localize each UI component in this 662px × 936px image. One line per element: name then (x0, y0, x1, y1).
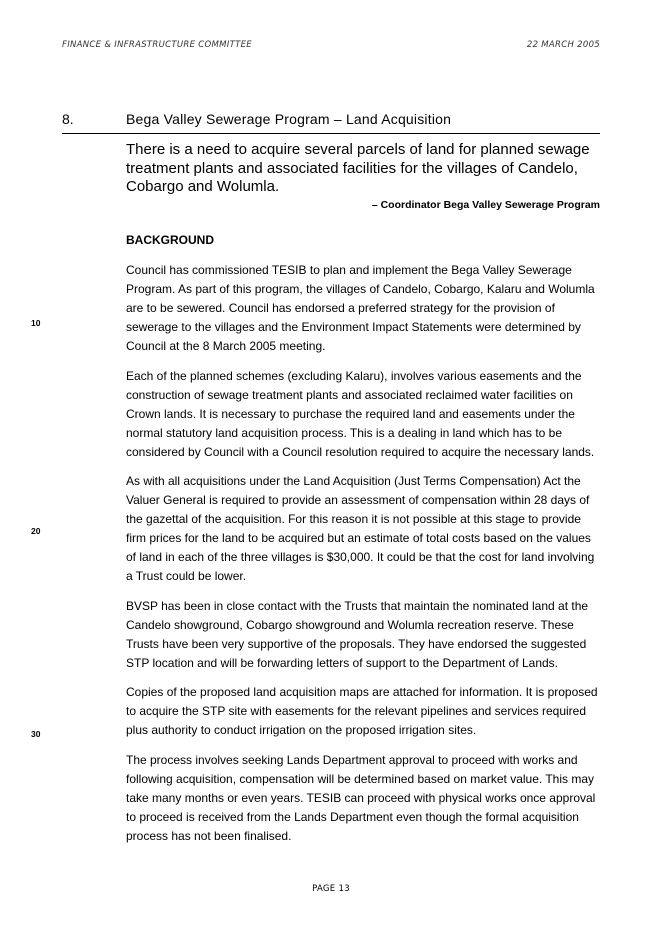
item-title: Bega Valley Sewerage Program – Land Acquisition (126, 111, 452, 127)
paragraph: Council has commissioned TESIB to plan and implement the Bega Valley Sewerage Program. As part of this program, the villages of Candelo, Cobargo, Kalaru and Wolumla are to be sewered. Council has endorsed a preferred strategy for the provision of sewerage to the villages and the Environment Impact Statements were determined by Council at the 8 March 2005 meeting. (126, 263, 595, 353)
section-heading: BACKGROUND (126, 233, 214, 247)
line-number: 20 (31, 526, 41, 536)
line-number: 30 (31, 729, 41, 739)
line-number: 10 (31, 318, 41, 328)
paragraph: The process involves seeking Lands Department approval to proceed with works and following acquisition, compensation will be determined based on market value. This may take many months or even years. TESIB can proceed with physical works once approval to proceed is received from the Lands Department even though the formal acquisition process has not been finalised. (126, 752, 596, 843)
paragraph: As with all acquisitions under the Land Acquisition (Just Terms Compensation) Act the Valuer General is required to provide an assessment of compensation within 28 days of the gazettal of the acquisition. For this reason it is not possible at this stage to provide firm prices for the land to be acquired but an estimate of total costs based on the values of land in each of the three villages is $30,000. It could be that the cost for land involving a Trust could be lower. (126, 474, 595, 583)
paragraph: Each of the planned schemes (excluding Kalaru), involves various easements and the construction of sewage treatment plants and associated reclaimed water facilities on Crown lands. It is necessary to purchase the required land and easements under the normal statutory land acquisition process. This is a dealing in land which has to be considered by Council with a Council resolution required to acquire the necessary lands. (126, 368, 595, 459)
running-header-date: 22 MARCH 2005 (526, 40, 600, 50)
running-header-committee: FINANCE & INFRASTRUCTURE COMMITTEE (62, 40, 252, 50)
paragraph: BVSP has been in close contact with the Trusts that maintain the nominated land at the Candelo showground, Cobargo showground and Wolumla recreation reserve. These Trusts have been very supportive of the proposals. They have endorsed the suggested STP location and will be forwarding letters of support to the Department of Lands. (126, 598, 589, 670)
item-number: 8. (62, 111, 74, 127)
page-number: PAGE 13 (312, 884, 350, 894)
title-divider (62, 133, 600, 134)
paragraph: Copies of the proposed land acquisition maps are attached for information. It is proposed to acquire the STP site with easements for the relevant pipelines and services required plus authority to conduct irrigation on the proposed irrigation sites. (126, 685, 598, 737)
body-text (126, 261, 604, 856)
report-author: – Coordinator Bega Valley Sewerage Program (371, 199, 600, 211)
item-summary: There is a need to acquire several parcels of land for planned sewage treatment plants and associated facilities for the villages of Candelo, Cobargo and Wolumla. (126, 141, 590, 195)
